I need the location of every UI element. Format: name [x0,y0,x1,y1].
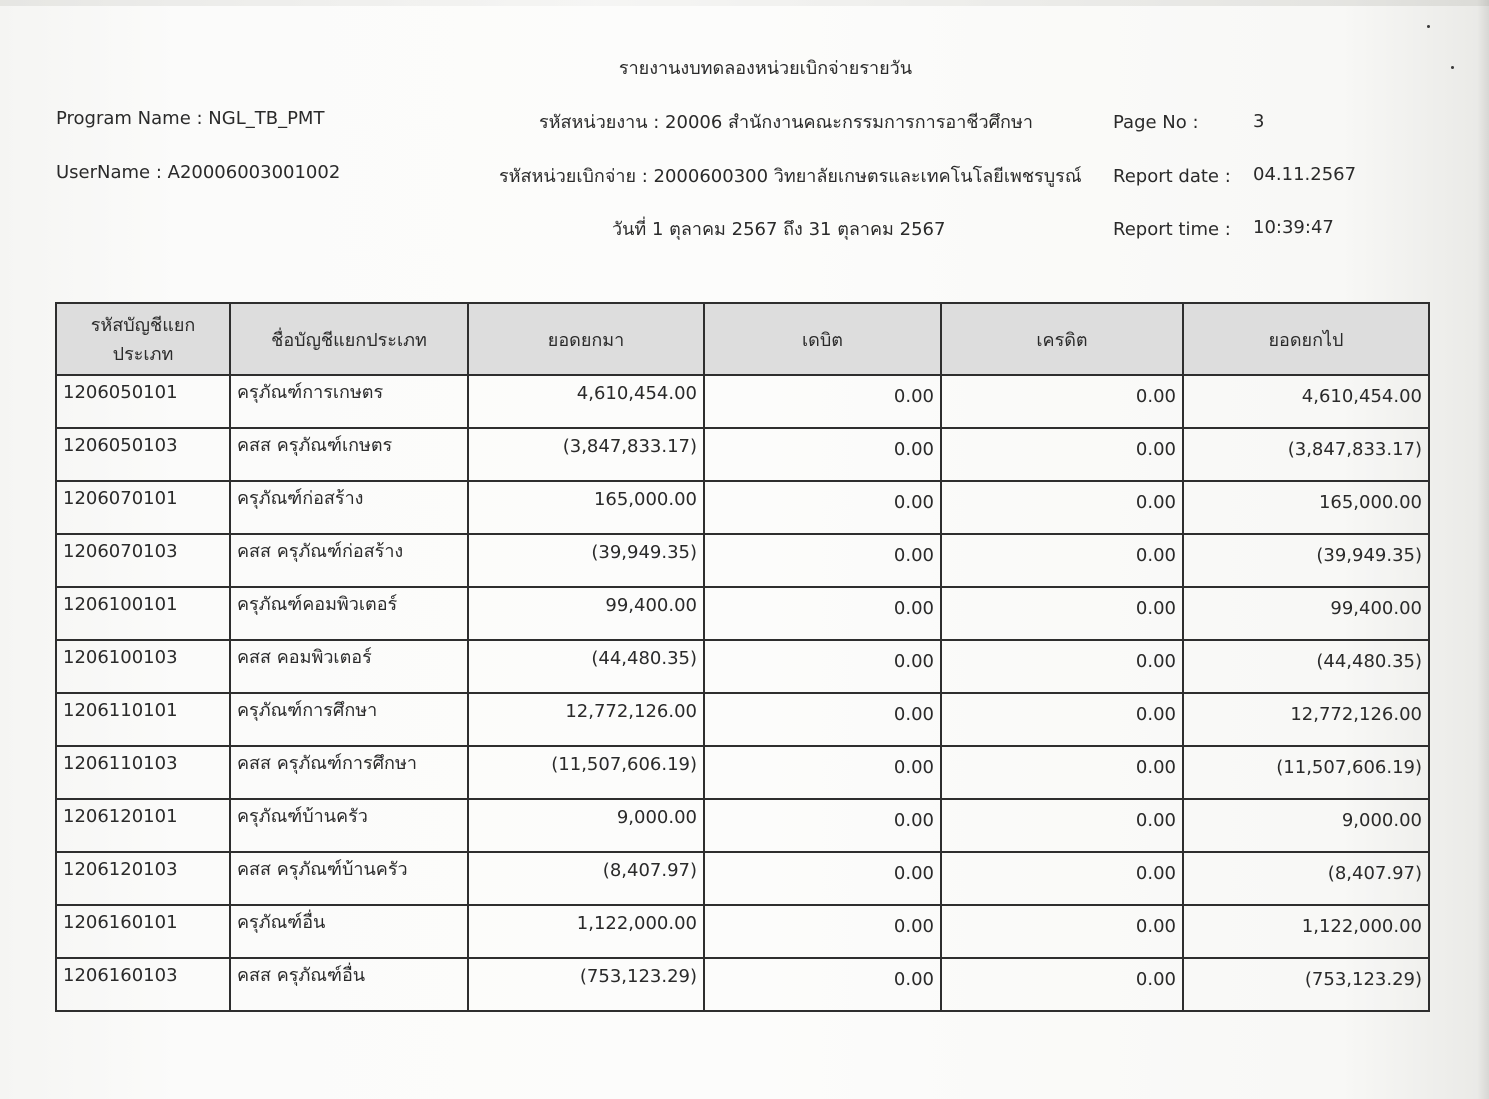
debit: 0.00 [704,852,941,905]
table-row [56,375,1429,428]
account-code: 1206160101 [56,905,230,958]
debit: 0.00 [704,587,941,640]
closing-balance: (753,123.29) [1183,958,1429,1011]
header-opening-balance: ยอดยกมา [468,303,704,375]
debit: 0.00 [704,428,941,481]
closing-balance: 9,000.00 [1183,799,1429,852]
table-row [56,587,1429,640]
opening-balance: 165,000.00 [468,481,704,534]
debit: 0.00 [704,746,941,799]
credit: 0.00 [941,534,1183,587]
table-row [56,534,1429,587]
account-code: 1206100101 [56,587,230,640]
paper-top-edge [0,0,1489,6]
account-code: 1206110101 [56,693,230,746]
page-no-value: 3 [1253,111,1265,132]
report-date-label: Report date : [1113,166,1231,187]
table-row [56,428,1429,481]
account-name: ครุภัณฑ์ก่อสร้าง [230,481,468,534]
closing-balance: 165,000.00 [1183,481,1429,534]
paper-speck [1451,66,1454,69]
closing-balance: (11,507,606.19) [1183,746,1429,799]
debit: 0.00 [704,481,941,534]
paper-speck [1427,25,1430,28]
opening-balance: (11,507,606.19) [468,746,704,799]
user-name: UserName : A20006003001002 [56,162,341,183]
table-row [56,799,1429,852]
header-credit: เครดิต [941,303,1183,375]
opening-balance: (39,949.35) [468,534,704,587]
account-name: ครุภัณฑ์การเกษตร [230,375,468,428]
header-account-name: ชื่อบัญชีแยกประเภท [230,303,468,375]
table-row [56,746,1429,799]
debit: 0.00 [704,640,941,693]
closing-balance: 1,122,000.00 [1183,905,1429,958]
credit: 0.00 [941,905,1183,958]
header-debit: เดบิต [704,303,941,375]
credit: 0.00 [941,799,1183,852]
credit: 0.00 [941,375,1183,428]
account-name: ครุภัณฑ์อื่น [230,905,468,958]
account-code: 1206100103 [56,640,230,693]
closing-balance: 12,772,126.00 [1183,693,1429,746]
credit: 0.00 [941,481,1183,534]
table-row [56,640,1429,693]
closing-balance: 99,400.00 [1183,587,1429,640]
closing-balance: (8,407.97) [1183,852,1429,905]
credit: 0.00 [941,852,1183,905]
opening-balance: (8,407.97) [468,852,704,905]
account-code: 1206120101 [56,799,230,852]
opening-balance: 99,400.00 [468,587,704,640]
page-no-label: Page No : [1113,112,1199,133]
credit: 0.00 [941,640,1183,693]
table-row [56,852,1429,905]
account-code: 1206120103 [56,852,230,905]
debit: 0.00 [704,958,941,1011]
opening-balance: (753,123.29) [468,958,704,1011]
account-name: คสส ครุภัณฑ์ก่อสร้าง [230,534,468,587]
table-row [56,958,1429,1011]
opening-balance: 12,772,126.00 [468,693,704,746]
account-name: ครุภัณฑ์บ้านครัว [230,799,468,852]
report-date-value: 04.11.2567 [1253,164,1357,185]
debit: 0.00 [704,693,941,746]
trial-balance-table [55,302,1430,1012]
debit: 0.00 [704,905,941,958]
opening-balance: (3,847,833.17) [468,428,704,481]
disbursement-unit-line: รหัสหน่วยเบิกจ่าย : 2000600300 วิทยาลัยเกษตรและเทคโนโลยีเพชรบูรณ์ [499,166,1082,187]
account-name: คสส ครุภัณฑ์เกษตร [230,428,468,481]
account-code: 1206050103 [56,428,230,481]
report-time-label: Report time : [1113,219,1231,240]
opening-balance: 9,000.00 [468,799,704,852]
closing-balance: (39,949.35) [1183,534,1429,587]
debit: 0.00 [704,534,941,587]
account-name: คสส ครุภัณฑ์บ้านครัว [230,852,468,905]
debit: 0.00 [704,375,941,428]
date-range: วันที่ 1 ตุลาคม 2567 ถึง 31 ตุลาคม 2567 [612,219,946,240]
account-name: คสส ครุภัณฑ์อื่น [230,958,468,1011]
table-row [56,693,1429,746]
credit: 0.00 [941,958,1183,1011]
table-header-row [56,303,1429,375]
opening-balance: 4,610,454.00 [468,375,704,428]
opening-balance: (44,480.35) [468,640,704,693]
report-time-value: 10:39:47 [1253,217,1334,238]
program-name: Program Name : NGL_TB_PMT [56,108,325,129]
credit: 0.00 [941,428,1183,481]
header-closing-balance: ยอดยกไป [1183,303,1429,375]
credit: 0.00 [941,693,1183,746]
closing-balance: (44,480.35) [1183,640,1429,693]
table-row [56,905,1429,958]
unit-code-line: รหัสหน่วยงาน : 20006 สำนักงานคณะกรรมการการอาชีวศึกษา [539,112,1033,133]
account-name: ครุภัณฑ์การศึกษา [230,693,468,746]
opening-balance: 1,122,000.00 [468,905,704,958]
account-name: คสส ครุภัณฑ์การศึกษา [230,746,468,799]
account-code: 1206160103 [56,958,230,1011]
debit: 0.00 [704,799,941,852]
header-account-code: รหัสบัญชีแยกประเภท [56,303,230,375]
closing-balance: (3,847,833.17) [1183,428,1429,481]
account-code: 1206050101 [56,375,230,428]
account-code: 1206070101 [56,481,230,534]
table-row [56,481,1429,534]
closing-balance: 4,610,454.00 [1183,375,1429,428]
report-title: รายงานงบทดลองหน่วยเบิกจ่ายรายวัน [618,58,913,79]
account-name: คสส คอมพิวเตอร์ [230,640,468,693]
paper-right-shadow [1477,0,1489,1099]
credit: 0.00 [941,587,1183,640]
account-code: 1206070103 [56,534,230,587]
account-code: 1206110103 [56,746,230,799]
credit: 0.00 [941,746,1183,799]
account-name: ครุภัณฑ์คอมพิวเตอร์ [230,587,468,640]
